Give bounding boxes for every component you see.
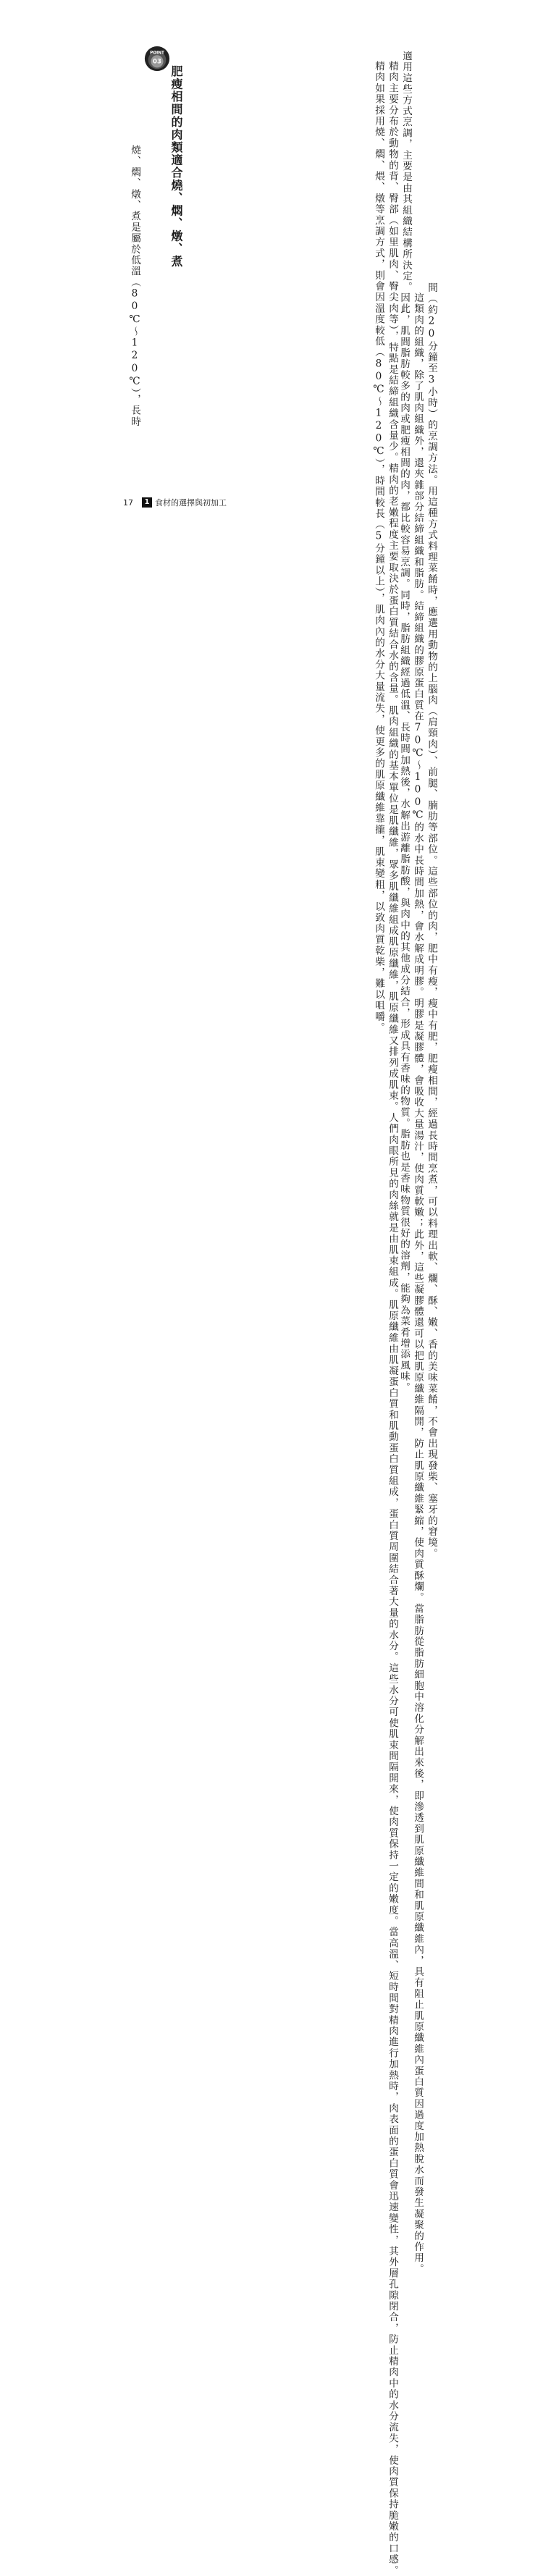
- point-label: POINT: [150, 51, 164, 56]
- chapter-number-badge: 1: [142, 497, 152, 508]
- paragraph-4: 間（約20分鐘至3小時）的烹調方法。用這種方式料理菜餚時，應選用動物的上腦肉（肩頸肉）、前腿、腩肋等部位。這些部位的肉，肥中有瘦，瘦中有肥，肥瘦相間，經過長時間烹煮，可以料理出軟、爛、酥、嫩、香的美味菜餚，不會出現發柴、塞牙的窘境。: [426, 282, 437, 1560]
- paragraph-5: 這類肉的組織，除了肌肉組織外，還夾雜部分結締組織和脂肪。結締組織的膠原蛋白質在70℃～100℃的水中長時間加熱，會水解成明膠。明膠是凝膠體，會吸收大量湯汁，使肉質軟嫩；此外，這些凝膠體還可以把肌原纖維隔開，防止肌原纖維緊縮，使肉質酥爛。當脂肪從脂肪細胞中溶化分解出來後，即滲透到肌原纖維間和肌原纖維內，具有阻止肌原纖維內蛋白質因過度加熱脫水而發生凝聚的作用。: [412, 292, 424, 2275]
- page-number: 17: [123, 497, 133, 508]
- page-footer: [123, 497, 227, 508]
- point-badge-icon: [143, 45, 171, 72]
- heading-follow-text: [127, 145, 141, 427]
- chapter-title: 食材的選擇與初加工: [155, 498, 227, 508]
- heading-follow-paragraph: 燒、燜、燉、煮是屬於低溫（80℃～120℃），長時: [129, 145, 140, 427]
- paragraph-3: 精肉如果採用燒、燜、煨、燉等烹調方式，則會因溫度較低（80℃～120℃），時間較長（5分鐘以上），肌肉內的水分大量流失，使更多的肌原纖維靠攏，肌束變粗，以致肉質乾柴，難以咀嚼。: [373, 60, 384, 1033]
- section-heading-title: 肥瘦相間的肉類適合燒、燜、燉、煮: [169, 65, 183, 268]
- paragraph-2: 精肉主要分布於動物的背、臀部（如里肌肉、臀尖肉等），特點是結締組織含量少。精肉的老嫩程度主要取決於蛋白質結合水的含量。肌肉組織的基本單位是肌纖維，眾多肌纖維組成肌原纖維，肌原纖維又排列成肌束。人們肉眼所見的肉絲就是由肌束組成。肌原纖維由肌凝蛋白質和肌動蛋白質組成，蛋白質周圍結合著大量的水分。這些水分可使肌束間隔開來，使肉質保持一定的嫩度。當高溫、短時間對精肉進行加熱時，肉表面的蛋白質會迅速變性，其外層孔隙閉合，防止精肉中的水分流失，使肉質保持脆嫩的口感。: [387, 60, 398, 2576]
- point-number: 03: [153, 58, 161, 66]
- paragraph-1: 適用這些方式烹調，主要是由其組織結構所決定。: [400, 51, 412, 293]
- paragraph-6: 因此，肌間脂肪較多的肉或肥瘦相間的肉，都比較容易烹調。同時，脂肪組織經過低溫、長時間加熱後，水解出游離脂肪酸，與肉中的其他成分結合，形成具有香味的物質。脂肪也是香味物質很好的溶劑，能夠為菜肴增添風味。: [398, 292, 410, 1393]
- section-heading: [168, 65, 184, 268]
